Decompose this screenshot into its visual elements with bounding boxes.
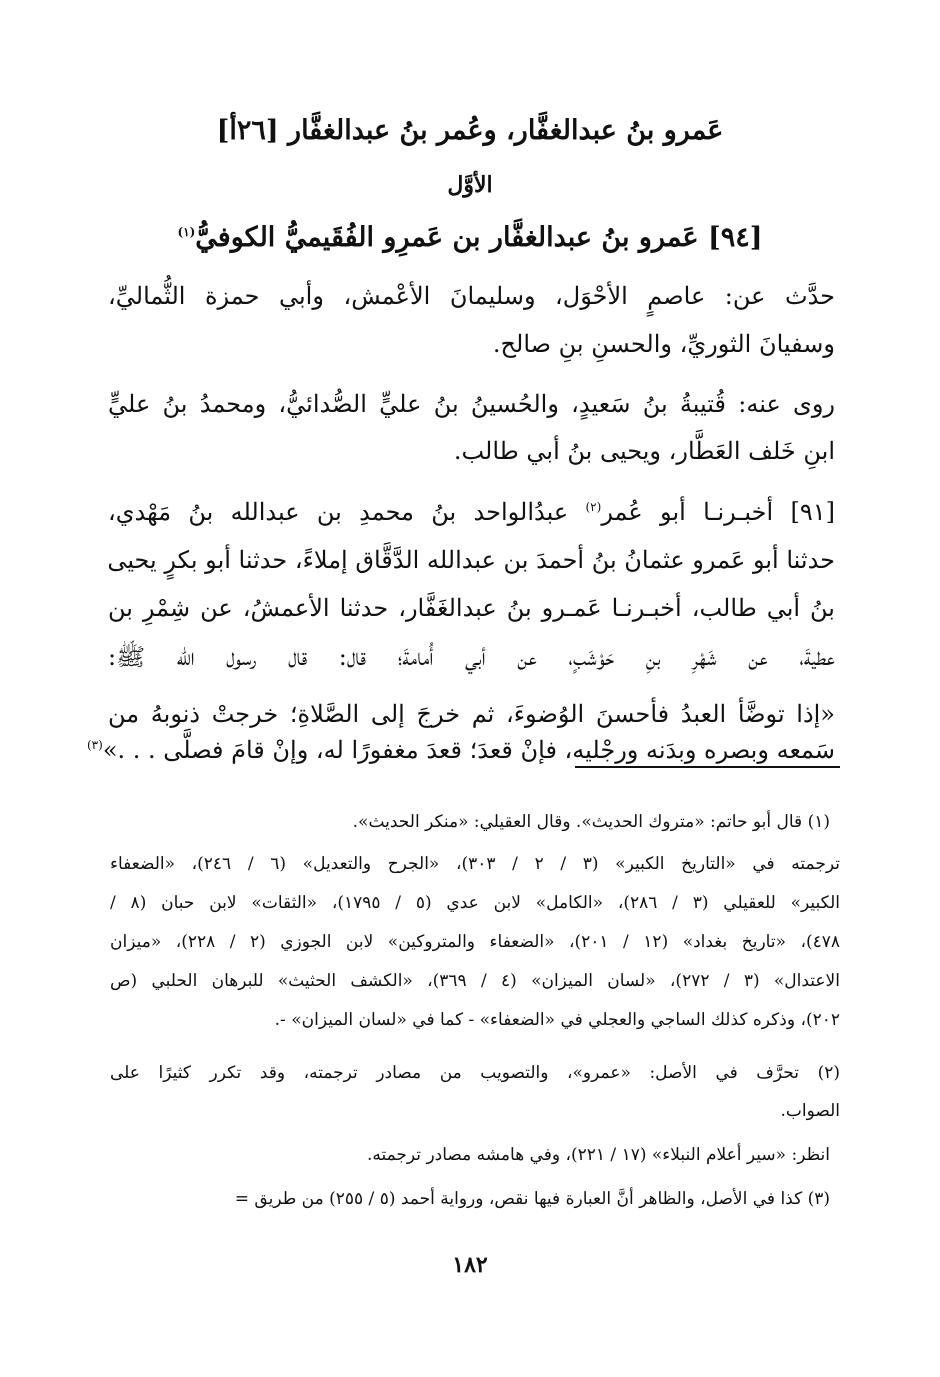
footnote-marker-1: (١) [177, 225, 196, 239]
hadith-line-2: حدثنا أبو عَمرو عثمانُ بنُ أحمدَ بن عبدالله الدَّقَّاق إملاءً، حدثنا أبو بكرٍ يحيى [107, 546, 835, 574]
footnote-marker-2: (٢) [585, 500, 602, 514]
entry-heading-text: [٩٤] عَمرو بنُ عبدالغفَّار بن عَمرِو الفُقَيميُّ الكوفيُّ [195, 222, 763, 253]
footnote-1: (١) قال أبو حاتم: «متروك الحديث». وقال العقيلي: «منكر الحديث». [352, 812, 830, 832]
section-label: الأوَّل [447, 172, 493, 198]
hadith-line-3: بنُ أبي طالب، أخبـرنـا عَمـرو بنُ عبدالغَفَّار، حدثنا الأعمشُ، عن شِمْرِ بن [108, 594, 835, 622]
entry-heading [0, 222, 940, 253]
footnote-1-sources-2: الكبير» للعقيلي (٣ / ٢٨٦)، «الكامل» لابن عدي (٥ / ١٧٩٥)، «الثقات» لابن حبان (٨ / [110, 893, 840, 913]
teachers-line-2: وسفيانَ الثوريِّ، والحسنِ بنِ صالح. [492, 330, 835, 358]
footnote-2-reference: انظر: «سير أعلام النبلاء» (١٧ / ٢٢١)، وفي هامشه مصادر ترجمته. [366, 1145, 830, 1165]
hadith-line-4: عطيةَ، عن شَهْرِ بنِ حَوْشَبٍ، عن أبي أُمامةَ؛ قال: قال رسول الله ﷺ: [108, 643, 835, 671]
footnote-divider [575, 766, 840, 768]
footnote-3: (٣) كذا في الأصل، والظاهر أنَّ العبارة فيها نقص، ورواية أحمد (٥ / ٢٥٥) من طريق = [234, 1189, 830, 1209]
page-number: ١٨٢ [452, 1252, 488, 1278]
page-title: عَمرو بنُ عبدالغفَّار، وعُمر بنُ عبدالغفَّار [٢٦أ] [216, 115, 724, 146]
quote-line-2 [87, 736, 835, 764]
footnote-1-sources-4: الاعتدال» (٣ / ٢٧٢)، «لسان الميزان» (٤ / ٣٦٩)، «الكشف الحثيث» للبرهان الحلبي (ص [110, 971, 840, 991]
footnote-marker-3: (٣) [86, 738, 103, 752]
footnote-2-line-2: الصواب. [780, 1101, 840, 1121]
quote-line-1: «إذا توضَّأ العبدُ فأحسنَ الوُضوءَ، ثم خرجَ إلى الصَّلاةِ؛ خرجتْ ذنوبهُ من [108, 700, 835, 728]
footnote-1-sources-3: ٤٧٨)، «تاريخ بغداد» (١٢ / ٢٠١)، «الضعفاء والمتروكين» لابن الجوزي (٢ / ٢٢٨)، «ميزان [110, 932, 840, 952]
students-line-2: ابنِ خَلف العَطَّار، ويحيى بنُ أبي طالب. [453, 437, 835, 465]
footnote-1-sources-1: ترجمته في «التاريخ الكبير» (٣ / ٢ / ٣٠٣)، «الجرح والتعديل» (٦ / ٢٤٦)، «الضعفاء [110, 854, 840, 874]
footnote-1-sources-5: ٢٠٢)، وذكره كذلك الساجي والعجلي في «الضعفاء» - كما في «لسان الميزان» -. [274, 1010, 840, 1030]
teachers-line-1: حدَّث عن: عاصمٍ الأحْوَل، وسليمانَ الأعْمش، وأبي حمزة الثُّماليِّ، [108, 282, 835, 310]
hadith-line-1-part-2: عبدُالواحد بنُ محمدِ بن عبدالله بنُ مَهْدي، [108, 498, 586, 526]
quote-line-2-text: سَمعه وبصره وبدَنه ورجْليه، فإنْ قعدَ؛ قعدَ مغفورًا له، وإنْ قامَ فصلَّى . . .» [102, 736, 835, 764]
hadith-line-1-part-1: [٩١] أخبـرنـا أبو عُمر [601, 498, 835, 526]
footnote-2-line-1: (٢) تحرَّف في الأصل: «عمرو»، والتصويب من مصادر ترجمته، وقد تكرر كثيرًا على [110, 1063, 840, 1083]
hadith-line-1 [108, 498, 835, 526]
students-line-1: روى عنه: قُتيبةُ بنُ سَعيدٍ، والحُسينُ بنُ عليٍّ الصُّدائيُّ، ومحمدُ بنُ عليٍّ [108, 390, 835, 418]
